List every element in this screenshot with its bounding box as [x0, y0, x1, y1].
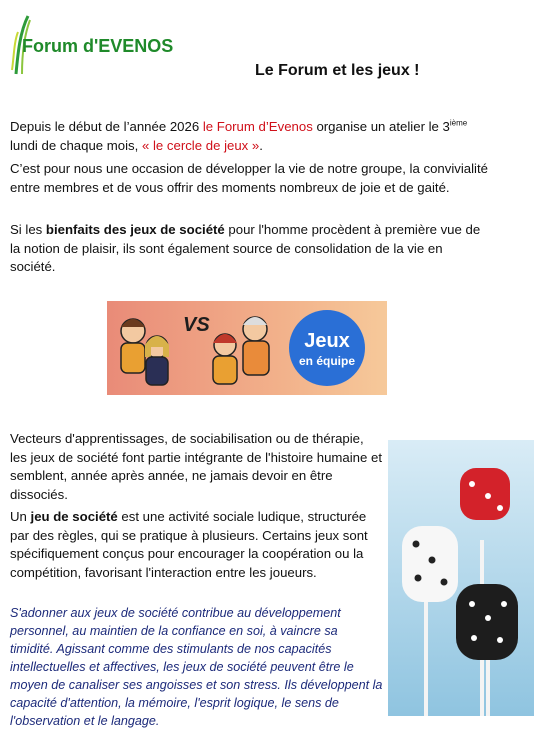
badge-line2: en équipe	[298, 354, 356, 368]
jeux-en-equipe-banner	[107, 301, 387, 395]
paragraph-definition: Un jeu de société est une activité sociale ludique, structurée par des règles, qui se pratique à plusieurs. Certains jeux sont spécifiquement conçus pour encourager la coopération ou la compétition, favorisant l'interaction entre les joueurs.	[10, 509, 368, 580]
vs-text: VS	[183, 314, 210, 336]
dice-cake-pops-image	[388, 440, 534, 716]
badge-line1: Jeux	[304, 330, 350, 352]
intro-paragraph: Depuis le début de l’année 2026 le Forum d’Evenos organise un atelier le 3ième lundi de chaque mois, « le cercle de jeux ».	[10, 118, 468, 153]
paragraph-vecteurs: Vecteurs d'apprentissages, de sociabilisation ou de thérapie, les jeux de société font partie intégrante de l'histoire humaine et semblent, année après année, ne jamais devoir en être dissociés.	[10, 431, 382, 502]
quote-paragraph: S'adonner aux jeux de société contribue au développement personnel, au maintien de la confiance en soi, à vaincre sa timidité. Agissant comme des stimulants de nos capacités intellectuelles et affectives, les jeux de société peuvent être le moyen de canaliser ses angoisses et son stress. Ils développent la capacité d'attention, la mémoire, l'esprit logique, le sens de l'observation et le langage.	[10, 606, 383, 728]
logo-text: Forum d'EVENOS	[22, 36, 174, 56]
page-title: Le Forum et les jeux !	[255, 62, 420, 79]
paragraph-convivialite: C’est pour nous une occasion de développer la vie de notre groupe, la convivialité entre membres et de vous offrir des moments nombreux de joie et de gaité.	[10, 161, 488, 195]
paragraph-bienfaits: Si les bienfaits des jeux de société pour l'homme procèdent à première vue de la notion de plaisir, ils sont également source de consolidation de la vie en société.	[10, 222, 481, 274]
